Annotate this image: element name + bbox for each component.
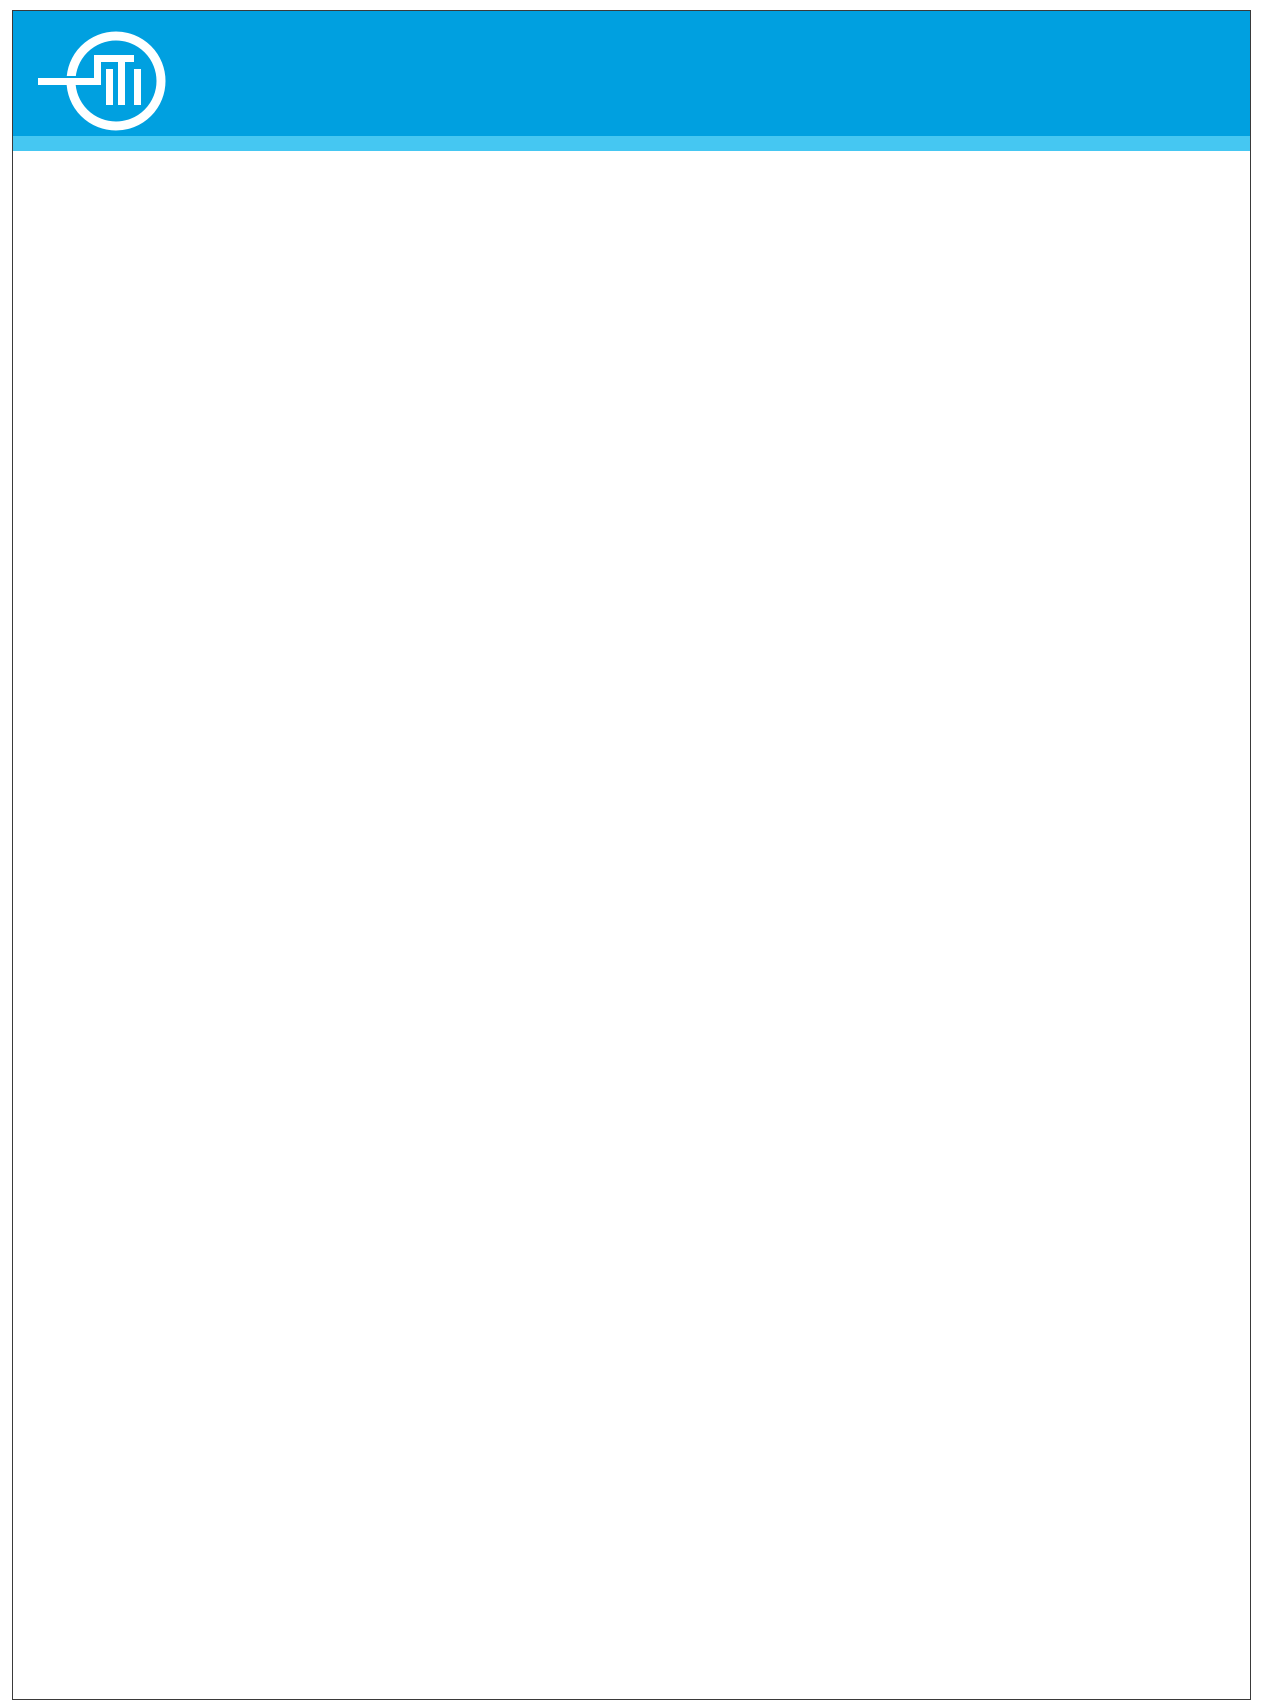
header-bar: [13, 11, 1250, 151]
header-strip: [13, 136, 1250, 151]
spec-table-grid: [140, 243, 1093, 1493]
spec-table: [140, 243, 1093, 1493]
ht-logo-icon: [38, 25, 178, 133]
